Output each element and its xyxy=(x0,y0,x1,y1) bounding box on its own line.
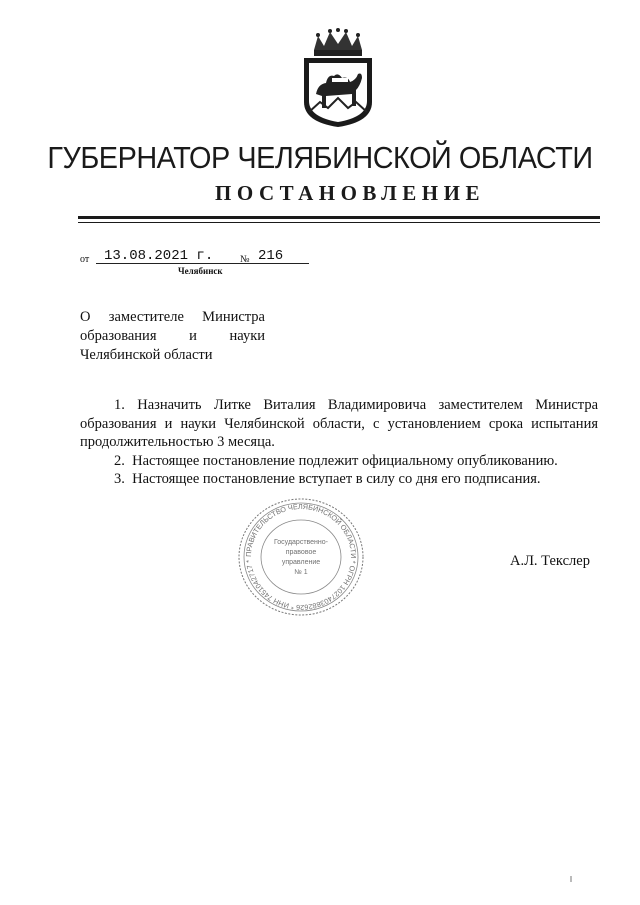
city-label: Челябинск xyxy=(178,266,223,276)
clause-number: 2. xyxy=(114,452,125,469)
clause-text: Настоящее постановление подлежит официальному опубликованию. xyxy=(132,452,558,469)
clause-1 xyxy=(80,396,598,452)
stamp-center-line: управление xyxy=(281,559,321,566)
document-body xyxy=(80,396,598,489)
clause-3 xyxy=(80,470,598,489)
number-label: № xyxy=(240,254,250,265)
scan-mark xyxy=(570,876,572,882)
header-rule-thin xyxy=(78,222,600,223)
document-type-heading: ПОСТАНОВЛЕНИЕ xyxy=(215,181,485,205)
coat-of-arms-emblem xyxy=(296,28,380,128)
stamp-center-line: № 1 xyxy=(294,569,308,576)
authority-title: ГУБЕРНАТОР ЧЕЛЯБИНСКОЙ ОБЛАСТИ xyxy=(47,140,593,175)
document-number: 216 xyxy=(258,248,284,264)
stamp-center-line: правовое xyxy=(285,549,317,556)
date-prefix: от xyxy=(80,254,90,265)
clause-text: Настоящее постановление вступает в силу со дня его подписания. xyxy=(132,471,541,487)
document-date: 13.08.2021 г. xyxy=(104,248,214,264)
clause-2 xyxy=(80,452,598,471)
subject-line: О заместителе Министра xyxy=(80,309,265,325)
subject-line: образования и науки xyxy=(80,328,265,344)
clause-number: 3. xyxy=(114,471,125,487)
stamp-ring-text: ПРАВИТЕЛЬСТВО ЧЕЛЯБИНСКОЙ ОБЛАСТИ * ОГРН 1027403882626 * ИНН 7451042717 * xyxy=(243,501,359,613)
date-number-row xyxy=(80,247,340,267)
document-subject xyxy=(80,308,265,365)
clause-number: 1. xyxy=(114,397,125,413)
official-stamp xyxy=(236,496,366,618)
clause-text: Назначить Литке Виталия Владимировича заместителем Министра образования и науки Челябинской области, с установлением срока испытания продолжительностью 3 месяца. xyxy=(80,397,599,450)
crown-icon xyxy=(314,28,362,56)
signatory-name: А.Л. Текслер xyxy=(510,553,590,569)
subject-line: Челябинской области xyxy=(80,347,213,363)
stamp-center-line: Государственно- xyxy=(273,539,329,546)
header-rule-thick xyxy=(78,216,600,219)
